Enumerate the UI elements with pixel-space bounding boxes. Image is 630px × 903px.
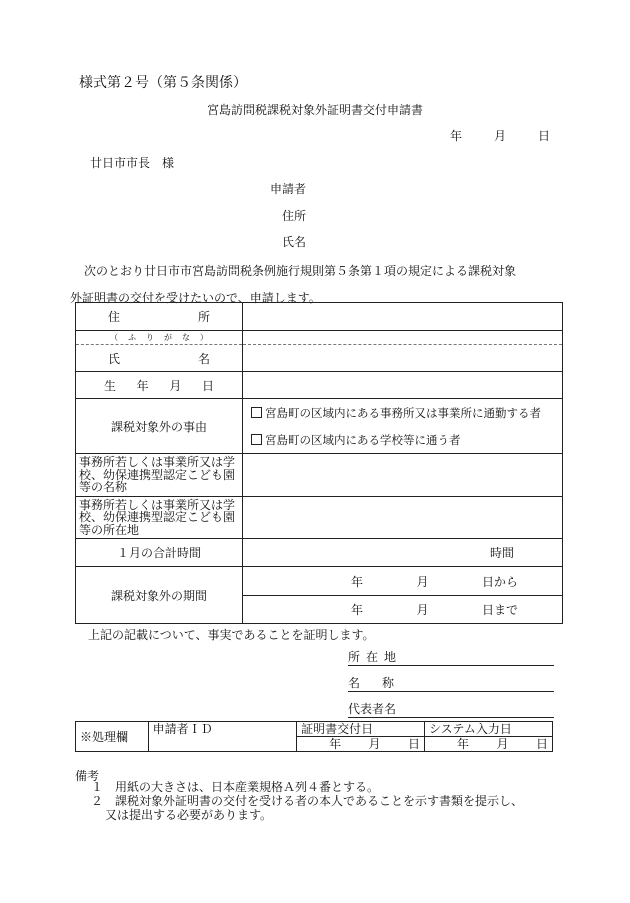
furigana-label: （ ふ り が な ） bbox=[76, 331, 243, 345]
date-year: 年 bbox=[450, 129, 463, 143]
document-title: 宮島訪問税課税対象外証明書交付申請書 bbox=[206, 103, 423, 117]
system-date-field[interactable]: 年 月 日 bbox=[425, 737, 553, 752]
note-1: １ 用紙の大きさは、日本産業規格Ａ列４番とする。 bbox=[91, 780, 380, 794]
row-office-name bbox=[76, 454, 563, 497]
checkbox-commute[interactable] bbox=[251, 407, 262, 418]
birthdate-field[interactable] bbox=[243, 372, 563, 399]
certification-statement: 上記の記載について、事実であることを証明します。 bbox=[88, 628, 375, 642]
reason-option-commute[interactable]: 宮島町の区域内にある事務所又は事業所に通勤する者 bbox=[243, 399, 562, 426]
request-line-1: 次のとおり廿日市市宮島訪問税条例施行規則第５条第１項の規定による課税対象 bbox=[84, 264, 517, 278]
processing-table bbox=[75, 721, 553, 752]
form-number: 様式第２号（第５条関係） bbox=[79, 75, 247, 91]
reason-label: 課税対象外の事由 bbox=[76, 399, 243, 454]
certifier-representative-line[interactable]: 代表者名 bbox=[348, 700, 554, 718]
notes-title: 備考 bbox=[75, 769, 100, 783]
row-address bbox=[76, 303, 563, 331]
row-office-address bbox=[76, 496, 563, 539]
row-period-from bbox=[76, 567, 563, 596]
application-date bbox=[450, 127, 550, 144]
cert-date-label: 証明書交付日 bbox=[297, 722, 425, 737]
period-label: 課税対象外の期間 bbox=[76, 567, 243, 624]
row-furigana bbox=[76, 331, 563, 345]
date-month: 月 bbox=[493, 129, 506, 143]
applicant-name-label: 氏名 bbox=[282, 235, 307, 249]
addressee: 廿日市市長 様 bbox=[90, 156, 175, 170]
period-to-field[interactable]: 年 月 日まで bbox=[243, 596, 563, 624]
reason-option-school[interactable]: 宮島町の区域内にある学校等に通う者 bbox=[243, 426, 562, 453]
office-name-label: 事務所若しくは事業所又は学校、幼保連携型認定こども園等の名称 bbox=[76, 454, 243, 497]
office-address-field[interactable] bbox=[243, 496, 563, 539]
row-birthdate bbox=[76, 372, 563, 399]
birthdate-label: 生 年 月 日 bbox=[76, 372, 243, 399]
request-line-2: 外証明書の交付を受けたいので、申請します。 bbox=[70, 291, 321, 305]
row-reason bbox=[76, 399, 563, 454]
application-table bbox=[75, 302, 563, 624]
address-label: 住 所 bbox=[76, 303, 243, 331]
hours-label: １月の合計時間 bbox=[76, 539, 243, 567]
cert-date-field[interactable]: 年 月 日 bbox=[297, 737, 425, 752]
applicant-label: 申請者 bbox=[270, 182, 307, 196]
note-2-continued: 又は提出する必要があります。 bbox=[105, 808, 273, 822]
hours-field[interactable] bbox=[243, 539, 563, 567]
hours-unit: 時間 bbox=[489, 546, 514, 560]
office-address-label: 事務所若しくは事業所又は学校、幼保連携型認定こども園等の所在地 bbox=[76, 496, 243, 539]
processing-label: ※処理欄 bbox=[76, 722, 149, 752]
row-name bbox=[76, 345, 563, 372]
checkbox-school[interactable] bbox=[251, 434, 262, 445]
address-field[interactable] bbox=[243, 303, 563, 331]
period-from-field[interactable]: 年 月 日から bbox=[243, 567, 563, 596]
reason-options bbox=[243, 399, 563, 454]
furigana-field[interactable] bbox=[243, 331, 563, 345]
applicant-address-label: 住所 bbox=[282, 209, 307, 223]
certifier-location-line[interactable]: 所 在 地 bbox=[348, 648, 554, 666]
system-date-label: システム入力日 bbox=[425, 722, 553, 737]
certifier-name-line[interactable]: 名 称 bbox=[348, 674, 554, 692]
name-label: 氏 名 bbox=[76, 345, 243, 372]
name-field[interactable] bbox=[243, 345, 563, 372]
row-monthly-hours bbox=[76, 539, 563, 567]
office-name-field[interactable] bbox=[243, 454, 563, 497]
note-2: ２ 課税対象外証明書の交付を受ける者の本人であることを示す書類を提示し、 bbox=[91, 794, 524, 808]
date-day: 日 bbox=[537, 129, 550, 143]
applicant-id-cell[interactable]: 申請者ＩＤ bbox=[148, 722, 296, 752]
